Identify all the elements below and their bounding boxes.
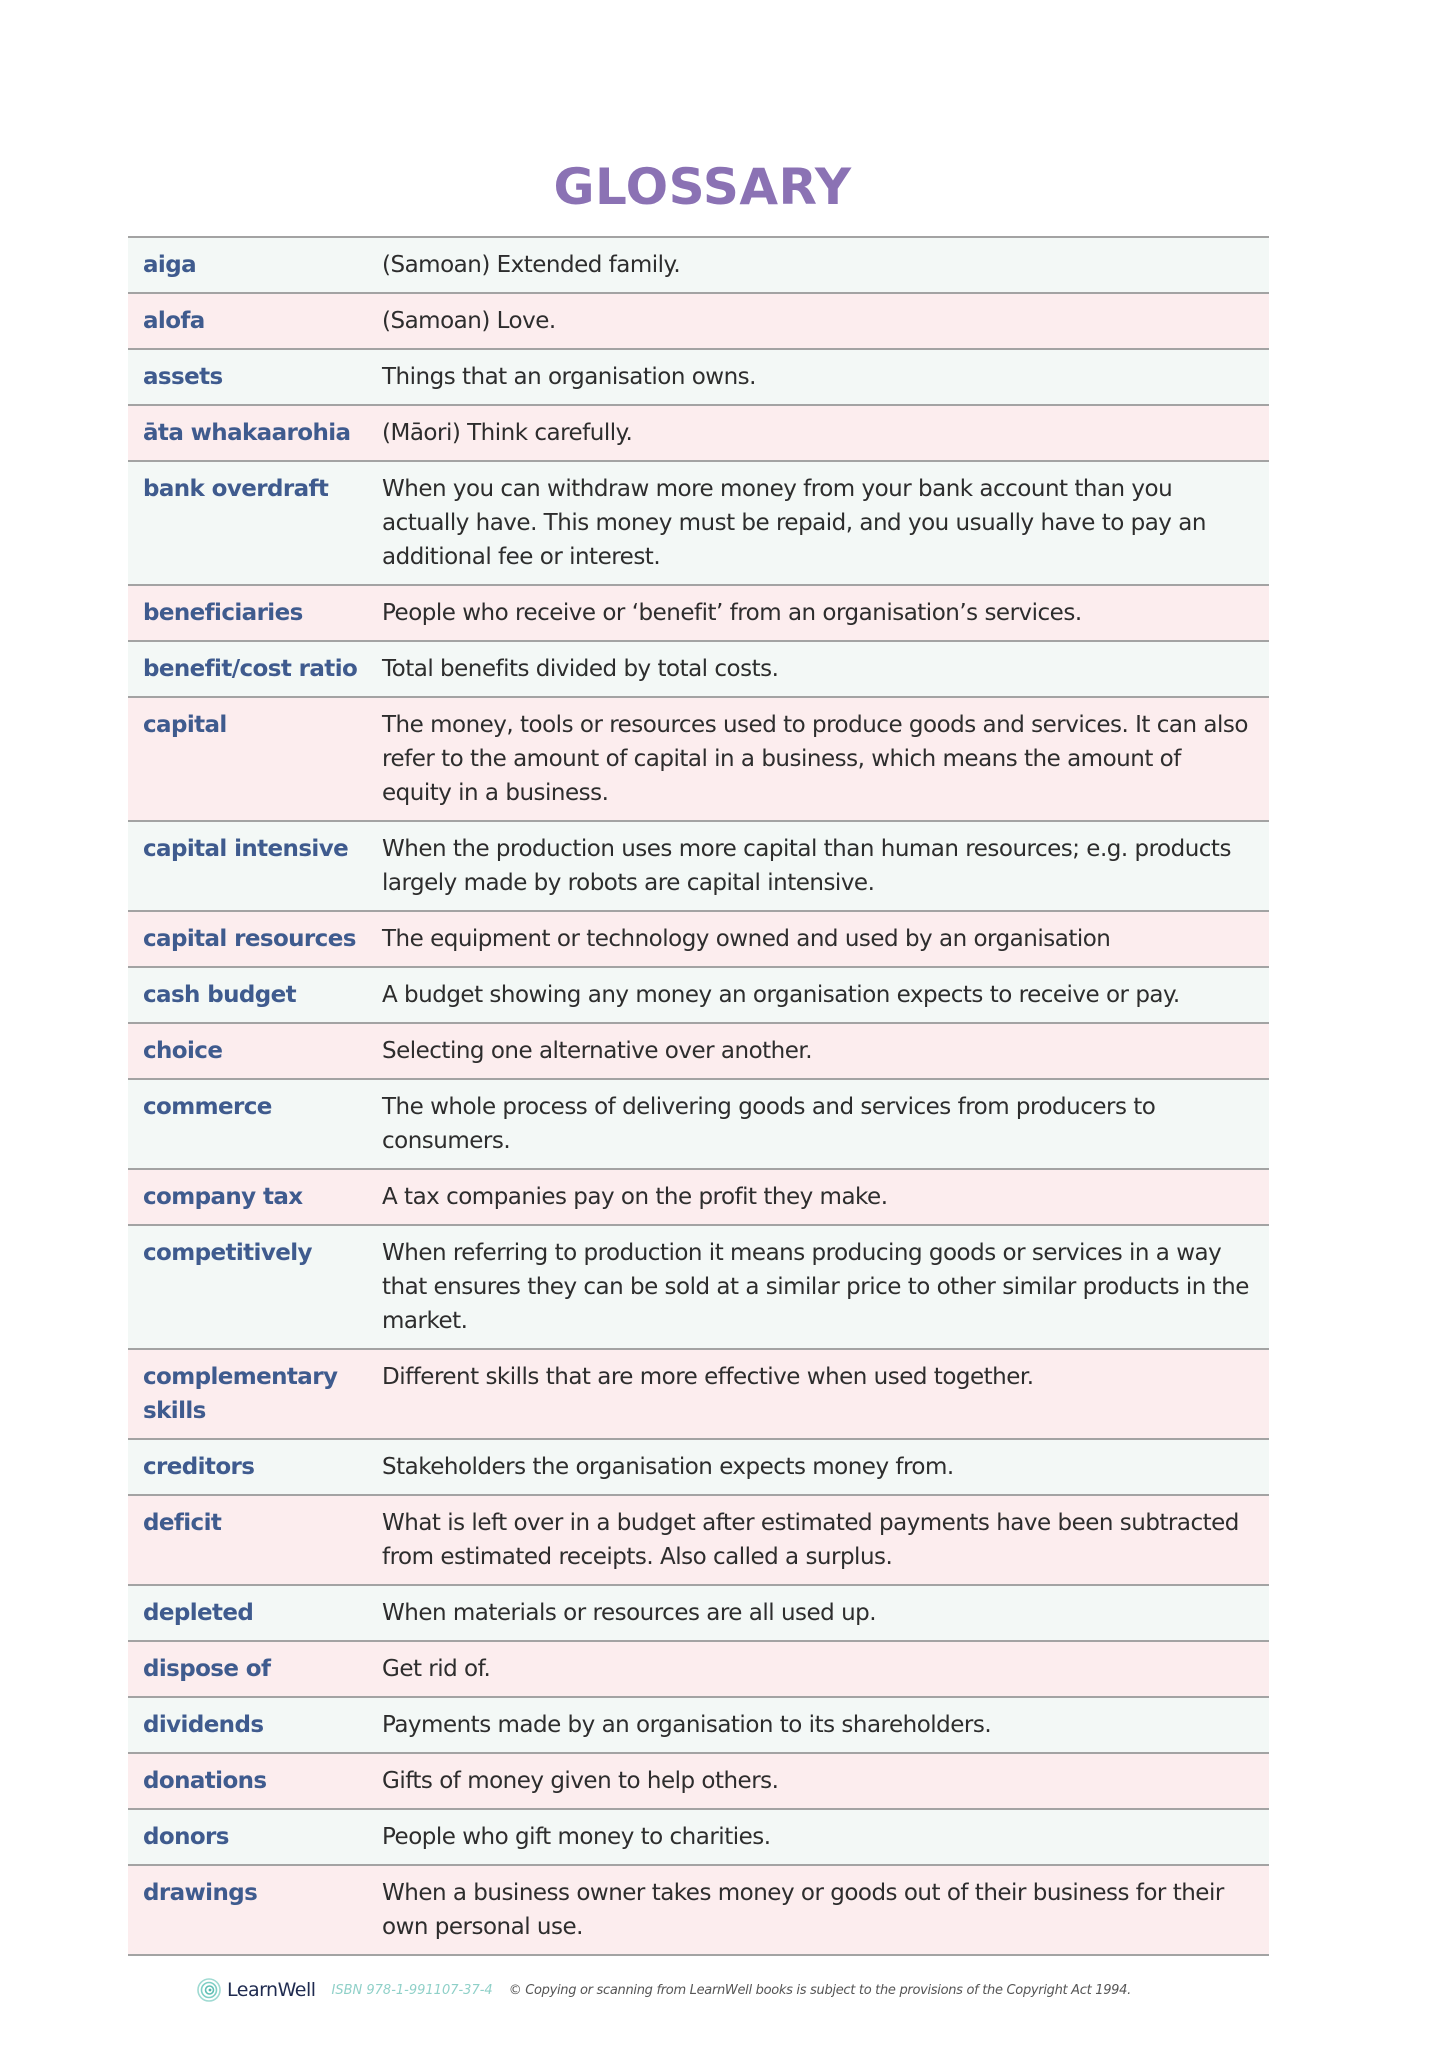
glossary-definition: People who receive or ‘benefit’ from an organisation’s services.: [382, 600, 1082, 626]
glossary-row: [128, 912, 1269, 968]
glossary-term: assets: [143, 364, 223, 390]
glossary-definition: People who gift money to charities.: [382, 1824, 771, 1850]
glossary-definition: A tax companies pay on the profit they make.: [382, 1184, 888, 1210]
glossary-definition: When you can withdraw more money from your bank account than you actually have. This money must be repaid, and you usually have to pay an additional fee or interest.: [382, 476, 1206, 570]
isbn-text: ISBN 978-1-991107-37-4: [331, 1982, 493, 1998]
glossary-definition: (Māori) Think carefully.: [382, 420, 633, 446]
spiral-logo-icon: [197, 1978, 221, 2002]
glossary-row: [128, 1226, 1269, 1350]
glossary-term: donations: [143, 1768, 267, 1794]
glossary-definition: Selecting one alternative over another.: [382, 1038, 813, 1064]
copyright-notice: © Copying or scanning from LearnWell books is subject to the provisions of the Copyright Act 1994.: [508, 1982, 1131, 1998]
glossary-row: [128, 1170, 1269, 1226]
glossary-definition: The whole process of delivering goods and services from producers to consumers.: [382, 1094, 1156, 1154]
glossary-term: choice: [143, 1038, 223, 1064]
glossary-row: [128, 406, 1269, 462]
glossary-row: [128, 822, 1269, 912]
glossary-definition: Payments made by an organisation to its shareholders.: [382, 1712, 992, 1738]
glossary-row: [128, 1698, 1269, 1754]
glossary-term: drawings: [143, 1880, 258, 1906]
glossary-term: benefit/cost ratio: [143, 656, 358, 682]
glossary-definition: Stakeholders the organisation expects money from.: [382, 1454, 954, 1480]
glossary-definition: Different skills that are more effective when used together.: [382, 1364, 1034, 1390]
glossary-row: [128, 586, 1269, 642]
glossary-term: competitively: [143, 1240, 312, 1266]
brand-name: LearnWell: [227, 1979, 316, 2001]
glossary-term: dispose of: [143, 1656, 271, 1682]
glossary-definition: What is left over in a budget after estimated payments have been subtracted from estimated receipts. Also called a surplus.: [382, 1510, 1239, 1570]
glossary-row: [128, 294, 1269, 350]
glossary-term: capital intensive: [143, 836, 349, 862]
glossary-term: creditors: [143, 1454, 255, 1480]
glossary-row: [128, 1586, 1269, 1642]
glossary-term: complementary skills: [143, 1364, 338, 1424]
glossary-term: capital: [143, 712, 227, 738]
glossary-row: [128, 1866, 1269, 1956]
page-footer: [197, 1978, 1131, 2002]
glossary-term: capital resources: [143, 926, 356, 952]
glossary-definition: The equipment or technology owned and used by an organisation: [382, 926, 1111, 952]
glossary-row: [128, 698, 1269, 822]
glossary-row: [128, 968, 1269, 1024]
glossary-term: bank overdraft: [143, 476, 329, 502]
glossary-definition: Gifts of money given to help others.: [382, 1768, 779, 1794]
page-title: GLOSSARY: [553, 158, 852, 216]
glossary-definition: When materials or resources are all used up.: [382, 1600, 877, 1626]
glossary-definition: Get rid of.: [382, 1656, 491, 1682]
glossary-term: beneficiaries: [143, 600, 303, 626]
glossary-term: donors: [143, 1824, 229, 1850]
glossary-row: [128, 1642, 1269, 1698]
glossary-row: [128, 462, 1269, 586]
glossary-row: [128, 1350, 1269, 1440]
glossary-term: company tax: [143, 1184, 303, 1210]
glossary-row: [128, 1440, 1269, 1496]
glossary-row: [128, 642, 1269, 698]
glossary-term: dividends: [143, 1712, 264, 1738]
glossary-row: [128, 1496, 1269, 1586]
glossary-definition: Total benefits divided by total costs.: [382, 656, 779, 682]
glossary-table: [128, 236, 1269, 1956]
glossary-definition: (Samoan) Extended family.: [382, 252, 681, 278]
glossary-definition: When a business owner takes money or goods out of their business for their own personal use.: [382, 1880, 1224, 1940]
glossary-term: āta whakaarohia: [143, 420, 351, 446]
glossary-term: depleted: [143, 1600, 254, 1626]
glossary-definition: When the production uses more capital than human resources; e.g. products largely made by robots are capital intensive.: [382, 836, 1231, 896]
glossary-term: alofa: [143, 308, 205, 334]
glossary-definition: A budget showing any money an organisation expects to receive or pay.: [382, 982, 1180, 1008]
glossary-row: [128, 1024, 1269, 1080]
glossary-definition: When referring to production it means producing goods or services in a way that ensures they can be sold at a similar price to other similar products in the market.: [382, 1240, 1249, 1334]
glossary-row: [128, 1754, 1269, 1810]
glossary-definition: The money, tools or resources used to produce goods and services. It can also refer to the amount of capital in a business, which means the amount of equity in a business.: [382, 712, 1248, 806]
glossary-term: commerce: [143, 1094, 272, 1120]
glossary-definition: (Samoan) Love.: [382, 308, 556, 334]
glossary-row: [128, 1810, 1269, 1866]
glossary-term: aiga: [143, 252, 196, 278]
glossary-term: cash budget: [143, 982, 296, 1008]
glossary-row: [128, 350, 1269, 406]
glossary-term: deficit: [143, 1510, 222, 1536]
glossary-definition: Things that an organisation owns.: [382, 364, 756, 390]
glossary-row: [128, 1080, 1269, 1170]
glossary-row: [128, 238, 1269, 294]
